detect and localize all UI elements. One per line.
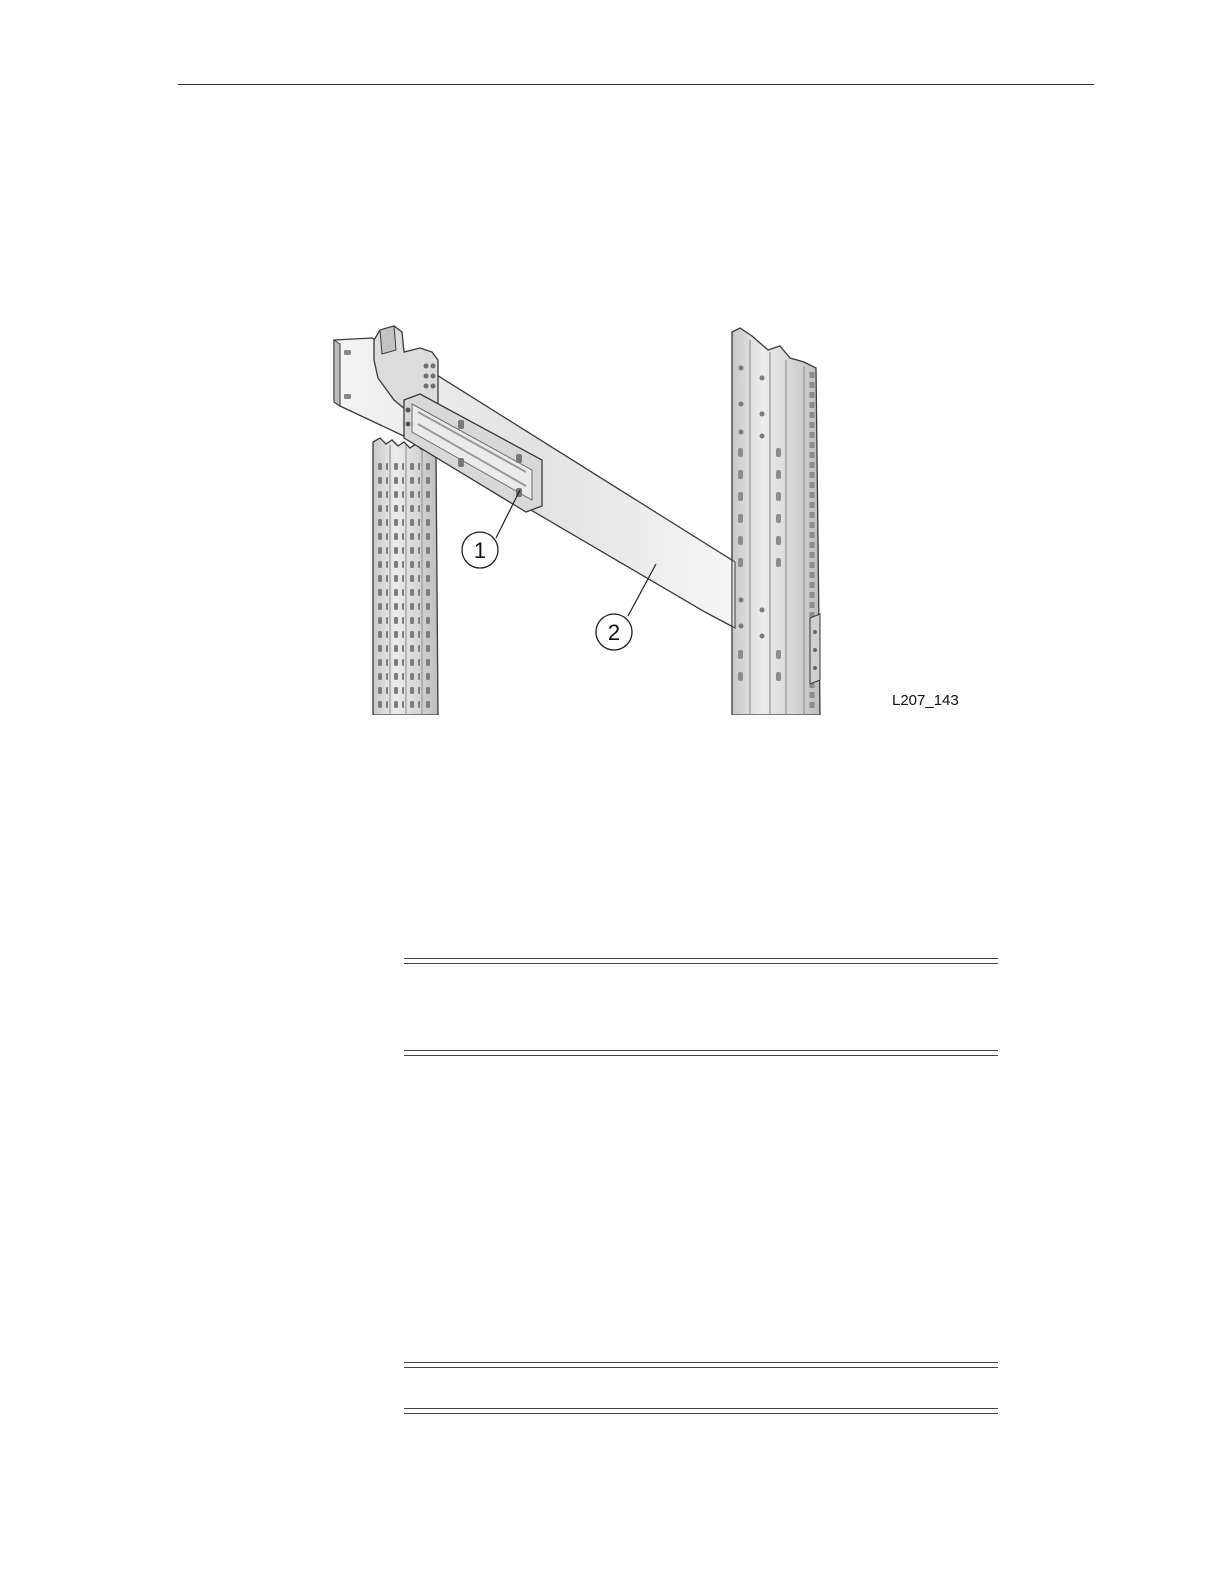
callout-2-label: 2 (607, 620, 621, 645)
note-box-bottom-rule-2 (404, 1408, 998, 1414)
note-box-top-rule-1 (404, 958, 998, 964)
note-box-bottom-rule-1 (404, 1050, 998, 1056)
right-rack-post (732, 328, 820, 715)
callout-1-label: 1 (473, 538, 487, 563)
figure-id-label: L207_143 (892, 692, 959, 709)
left-rack-post (373, 438, 438, 715)
note-box-top-rule-2 (404, 1362, 998, 1368)
header-rule (178, 84, 1094, 85)
rack-rail-drawing (320, 320, 980, 715)
rack-rail-illustration (320, 320, 980, 715)
